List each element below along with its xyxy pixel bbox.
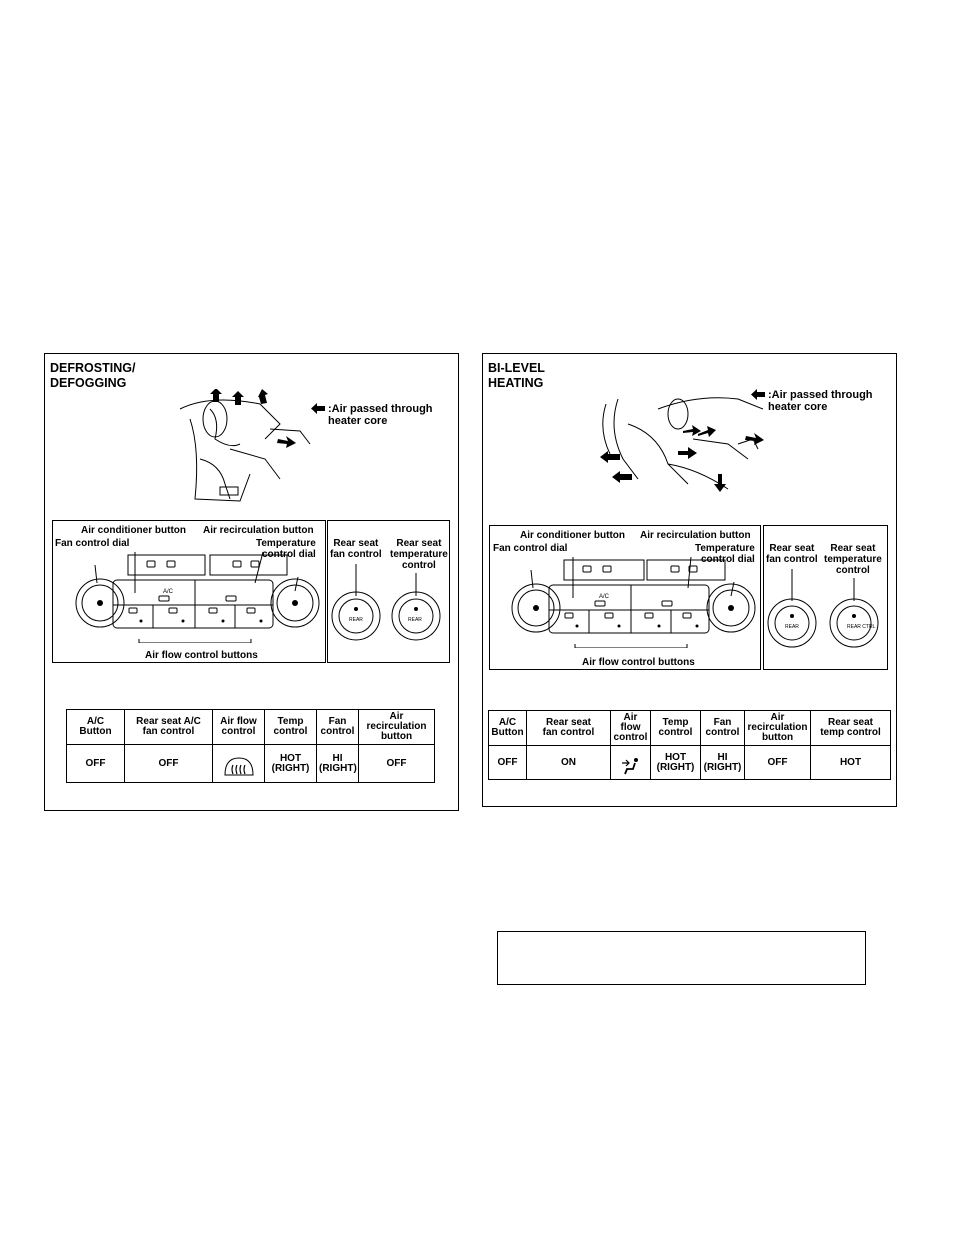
bilevel-th-rear-fan: Rear seat fan control bbox=[527, 711, 611, 746]
defrost-th-temp: Temp control bbox=[265, 710, 317, 745]
defrost-ac-small-label: A/C bbox=[163, 589, 174, 595]
defrost-th-recirc: Air recirculation button bbox=[359, 710, 435, 745]
defrost-td-fan: HI (RIGHT) bbox=[317, 745, 359, 783]
heated-air-arrow-icon bbox=[311, 403, 325, 414]
bilevel-label-airflow: Air flow control buttons bbox=[582, 657, 695, 668]
defrost-th-airflow: Air flow control bbox=[213, 710, 265, 745]
defrost-title: DEFROSTING/ DEFOGGING bbox=[50, 361, 136, 390]
blank-note-box bbox=[497, 931, 866, 985]
bilevel-ac-small-label: A/C bbox=[599, 594, 610, 600]
bilevel-title: BI-LEVEL HEATING bbox=[488, 361, 545, 390]
bilevel-td-rear-temp: HOT bbox=[811, 746, 891, 780]
defrost-hvac-faceplate bbox=[55, 543, 325, 643]
defrost-rear-ctrl-small-label: REAR bbox=[408, 617, 422, 623]
defrost-table-header-row bbox=[67, 710, 435, 745]
bilevel-td-fan: HI (RIGHT) bbox=[701, 746, 745, 780]
bilevel-rear-ctrl-small-label: REAR CTRL bbox=[847, 624, 876, 630]
bilevel-rear-control-panel bbox=[763, 525, 888, 670]
bilevel-td-airflow bbox=[611, 746, 651, 780]
bilevel-label-fan-dial: Fan control dial bbox=[493, 543, 568, 554]
bilevel-label-rear-temp: Rear seat temperature control bbox=[824, 543, 882, 576]
defrost-front-control-panel bbox=[52, 520, 326, 663]
bilevel-panel bbox=[482, 353, 897, 807]
defrost-label-rear-temp: Rear seat temperature control bbox=[390, 538, 448, 571]
defrost-th-fan: Fan control bbox=[317, 710, 359, 745]
defrost-airflow-illustration bbox=[170, 389, 330, 509]
bilevel-th-rear-temp: Rear seat temp control bbox=[811, 711, 891, 746]
bilevel-th-fan: Fan control bbox=[701, 711, 745, 746]
defrost-label-recirc-button: Air recirculation button bbox=[203, 525, 314, 536]
defrost-td-airflow bbox=[213, 745, 265, 783]
bilevel-rear-small-label: REAR bbox=[785, 624, 799, 630]
bilevel-legend bbox=[751, 389, 873, 413]
defrost-settings-table bbox=[66, 709, 435, 783]
defrost-label-rear-fan: Rear seat fan control bbox=[330, 538, 382, 560]
bilevel-th-recirc: Air recirculation button bbox=[745, 711, 811, 746]
bilevel-th-ac: A/C Button bbox=[489, 711, 527, 746]
bilevel-rear-floor-arrows bbox=[600, 449, 645, 489]
defrost-rear-control-panel bbox=[327, 520, 450, 663]
bilevel-td-recirc: OFF bbox=[745, 746, 811, 780]
bilevel-legend-text: :Air passed through heater core bbox=[768, 389, 873, 413]
defrost-th-ac: A/C Button bbox=[67, 710, 125, 745]
defrost-th-rear-fan: Rear seat A/C fan control bbox=[125, 710, 213, 745]
bilevel-th-airflow: Air flow control bbox=[611, 711, 651, 746]
defrost-td-ac: OFF bbox=[67, 745, 125, 783]
defrost-panel bbox=[44, 353, 459, 811]
bilevel-label-rear-fan: Rear seat fan control bbox=[766, 543, 818, 565]
bilevel-rear-dials bbox=[764, 566, 889, 648]
defrost-rear-dials bbox=[328, 561, 451, 641]
bilevel-label-temp-dial: Temperature control dial bbox=[695, 543, 755, 565]
defrost-label-fan-dial: Fan control dial bbox=[55, 538, 130, 549]
defrost-label-temp-dial: Temperature control dial bbox=[256, 538, 316, 560]
defrost-legend-text: :Air passed through heater core bbox=[328, 403, 433, 427]
bilevel-hvac-faceplate bbox=[491, 548, 761, 648]
bilevel-th-temp: Temp control bbox=[651, 711, 701, 746]
bilevel-td-rear-fan: ON bbox=[527, 746, 611, 780]
defrost-icon bbox=[222, 755, 256, 779]
bilevel-table-header-row bbox=[489, 711, 891, 746]
defrost-rear-small-label: REAR bbox=[349, 617, 363, 623]
bilevel-td-temp: HOT (RIGHT) bbox=[651, 746, 701, 780]
bilevel-td-ac: OFF bbox=[489, 746, 527, 780]
defrost-label-airflow: Air flow control buttons bbox=[145, 650, 258, 661]
bilevel-label-ac-button: Air conditioner button bbox=[520, 530, 625, 541]
heated-air-arrow-icon bbox=[751, 389, 765, 400]
defrost-td-recirc: OFF bbox=[359, 745, 435, 783]
defrost-legend bbox=[311, 403, 433, 427]
bilevel-table-value-row bbox=[489, 746, 891, 780]
bilevel-front-control-panel bbox=[489, 525, 761, 670]
defrost-label-ac-button: Air conditioner button bbox=[81, 525, 186, 536]
defrost-table-value-row bbox=[67, 745, 435, 783]
defrost-td-rear-fan: OFF bbox=[125, 745, 213, 783]
bilevel-label-recirc-button: Air recirculation button bbox=[640, 530, 751, 541]
bilevel-icon bbox=[620, 756, 642, 776]
bilevel-settings-table bbox=[488, 710, 891, 780]
defrost-td-temp: HOT (RIGHT) bbox=[265, 745, 317, 783]
